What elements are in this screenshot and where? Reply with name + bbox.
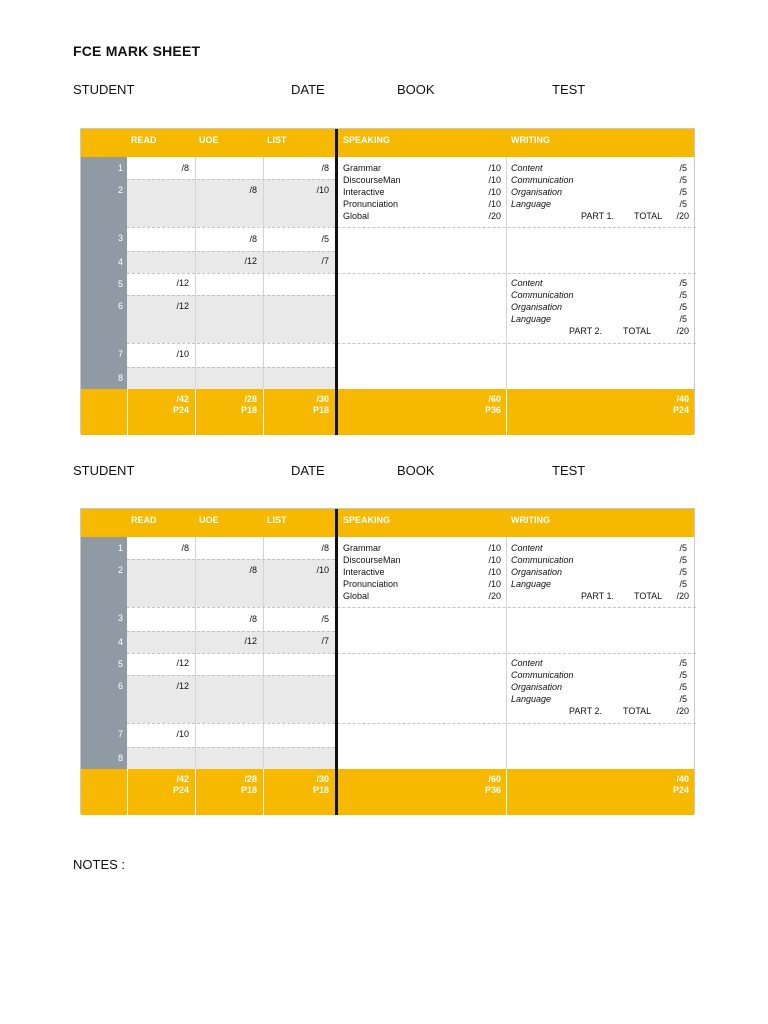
date-label: DATE — [291, 82, 325, 97]
row-divider — [127, 273, 696, 274]
writing-item-score: /5 — [679, 199, 687, 209]
list-total-pass: P18 — [312, 405, 329, 415]
writing-item-label: Communication — [511, 555, 574, 565]
student-info-line — [73, 82, 693, 102]
test-label: TEST — [552, 82, 586, 97]
totals-row — [81, 769, 694, 815]
header-writing: WRITING — [511, 135, 550, 145]
speaking-item-score: /20 — [488, 211, 501, 221]
writing-item-label: Language — [511, 314, 552, 324]
writing-total-max: /40 — [676, 394, 689, 404]
row-divider — [127, 295, 335, 296]
row-divider — [127, 631, 335, 632]
row-number-column — [81, 157, 127, 389]
speaking-total-max: /60 — [488, 774, 501, 784]
header-speaking: SPEAKING — [343, 135, 391, 145]
writing-item-label: Content — [511, 543, 543, 553]
writing-part2-label: PART 2. — [569, 326, 603, 336]
table-header-row — [81, 509, 694, 537]
mark-sheet-table — [80, 128, 695, 434]
header-writing: WRITING — [511, 515, 550, 525]
read-total-max: /42 — [176, 394, 189, 404]
row-divider — [127, 747, 335, 748]
uoe-score-r3: /8 — [249, 234, 257, 244]
column-divider — [127, 769, 128, 815]
writing-item-score: /5 — [679, 555, 687, 565]
writing-item-label: Organisation — [511, 187, 563, 197]
table-header-row — [81, 129, 694, 157]
list-score-r3: /5 — [321, 234, 329, 244]
page-title: FCE MARK SHEET — [73, 43, 201, 59]
row-divider — [127, 559, 335, 560]
column-divider — [506, 769, 507, 815]
writing-part2-total-label: TOTAL — [623, 326, 652, 336]
row-number: 7 — [117, 349, 123, 359]
list-score-r1: /8 — [321, 163, 329, 173]
speaking-item-label: Global — [343, 591, 370, 601]
writing-part1-total-label: TOTAL — [634, 211, 663, 221]
row-number: 8 — [117, 373, 123, 383]
row-number: 5 — [117, 279, 123, 289]
read-score-r6: /12 — [176, 301, 189, 311]
speaking-item-score: /10 — [488, 163, 501, 173]
uoe-score-r4: /12 — [244, 636, 257, 646]
writing-item-score: /5 — [679, 175, 687, 185]
notes-label: NOTES : — [73, 857, 126, 872]
uoe-score-r2: /8 — [249, 185, 257, 195]
header-speaking: SPEAKING — [343, 515, 391, 525]
writing-part1-label: PART 1. — [581, 211, 615, 221]
student-info-line — [73, 463, 693, 483]
row-number: 4 — [117, 637, 123, 647]
header-read: READ — [131, 135, 157, 145]
row-number: 1 — [117, 543, 123, 553]
read-total-pass: P24 — [172, 785, 189, 795]
row-divider — [127, 367, 335, 368]
read-score-r1: /8 — [181, 163, 189, 173]
writing-item-score: /5 — [679, 579, 687, 589]
row-divider — [127, 251, 335, 252]
header-list: LIST — [267, 515, 287, 525]
writing-part2-total-score: /20 — [676, 326, 689, 336]
speaking-item-label: DiscourseMan — [343, 175, 401, 185]
speaking-item-score: /10 — [488, 199, 501, 209]
writing-item-score: /5 — [679, 290, 687, 300]
writing-item-label: Organisation — [511, 682, 563, 692]
speaking-item-label: Interactive — [343, 567, 385, 577]
book-label: BOOK — [397, 463, 435, 478]
student-label: STUDENT — [73, 82, 135, 97]
writing-total-pass: P24 — [672, 785, 689, 795]
row-divider — [127, 227, 696, 228]
writing-item-label: Content — [511, 163, 543, 173]
writing-item-score: /5 — [679, 682, 687, 692]
writing-item-label: Communication — [511, 290, 574, 300]
writing-total-pass: P24 — [672, 405, 689, 415]
speaking-item-label: Pronunciation — [343, 579, 399, 589]
test-label: TEST — [552, 463, 586, 478]
header-uoe: UOE — [199, 515, 219, 525]
row-number: 2 — [117, 565, 123, 575]
list-score-r1: /8 — [321, 543, 329, 553]
speaking-item-score: /10 — [488, 543, 501, 553]
row-divider — [127, 343, 696, 344]
writing-item-label: Content — [511, 658, 543, 668]
writing-item-label: Communication — [511, 670, 574, 680]
column-divider — [127, 389, 128, 435]
shaded-row-8 — [127, 367, 335, 389]
writing-item-score: /5 — [679, 694, 687, 704]
shaded-row-8 — [127, 747, 335, 769]
list-total-pass: P18 — [312, 785, 329, 795]
list-score-r4: /7 — [321, 636, 329, 646]
shaded-row-6 — [195, 675, 335, 723]
shaded-row-6 — [195, 295, 335, 343]
speaking-total-max: /60 — [488, 394, 501, 404]
writing-item-label: Communication — [511, 175, 574, 185]
speaking-item-label: Global — [343, 211, 370, 221]
speaking-item-score: /10 — [488, 567, 501, 577]
header-uoe: UOE — [199, 135, 219, 145]
speaking-item-label: Pronunciation — [343, 199, 399, 209]
read-score-r5: /12 — [176, 658, 189, 668]
row-number: 4 — [117, 257, 123, 267]
writing-item-label: Language — [511, 579, 552, 589]
list-total-max: /30 — [316, 394, 329, 404]
writing-part1-total-score: /20 — [676, 211, 689, 221]
list-score-r3: /5 — [321, 614, 329, 624]
row-divider — [127, 179, 335, 180]
column-divider — [263, 389, 264, 435]
writing-item-score: /5 — [679, 187, 687, 197]
speaking-item-score: /10 — [488, 579, 501, 589]
header-read: READ — [131, 515, 157, 525]
writing-part1-label: PART 1. — [581, 591, 615, 601]
writing-part2-label: PART 2. — [569, 706, 603, 716]
uoe-total-pass: P18 — [240, 405, 257, 415]
row-number: 3 — [117, 613, 123, 623]
row-divider — [127, 675, 335, 676]
speaking-item-score: /10 — [488, 175, 501, 185]
read-score-r7: /10 — [176, 349, 189, 359]
writing-total-max: /40 — [676, 774, 689, 784]
speaking-total-pass: P36 — [484, 785, 501, 795]
speaking-item-label: Grammar — [343, 163, 381, 173]
section-divider — [335, 129, 338, 435]
uoe-score-r3: /8 — [249, 614, 257, 624]
writing-item-score: /5 — [679, 567, 687, 577]
writing-item-score: /5 — [679, 314, 687, 324]
list-score-r2: /10 — [316, 185, 329, 195]
totals-row — [81, 389, 694, 435]
read-score-r7: /10 — [176, 729, 189, 739]
read-score-r5: /12 — [176, 278, 189, 288]
writing-part2-total-label: TOTAL — [623, 706, 652, 716]
speaking-total-pass: P36 — [484, 405, 501, 415]
header-list: LIST — [267, 135, 287, 145]
speaking-item-score: /10 — [488, 555, 501, 565]
column-divider — [263, 769, 264, 815]
speaking-item-score: /20 — [488, 591, 501, 601]
writing-part1-total-label: TOTAL — [634, 591, 663, 601]
row-number: 7 — [117, 729, 123, 739]
writing-item-label: Organisation — [511, 567, 563, 577]
row-divider — [127, 607, 696, 608]
speaking-item-label: DiscourseMan — [343, 555, 401, 565]
list-score-r4: /7 — [321, 256, 329, 266]
row-divider — [127, 723, 696, 724]
mark-sheet-table — [80, 508, 695, 814]
uoe-total-max: /28 — [244, 774, 257, 784]
speaking-item-label: Grammar — [343, 543, 381, 553]
writing-item-score: /5 — [679, 278, 687, 288]
student-label: STUDENT — [73, 463, 135, 478]
list-score-r2: /10 — [316, 565, 329, 575]
writing-item-score: /5 — [679, 658, 687, 668]
row-number: 8 — [117, 753, 123, 763]
row-divider — [127, 653, 696, 654]
row-number-column — [81, 537, 127, 769]
row-number: 2 — [117, 185, 123, 195]
read-score-r6: /12 — [176, 681, 189, 691]
writing-item-label: Language — [511, 694, 552, 704]
read-score-r1: /8 — [181, 543, 189, 553]
writing-item-score: /5 — [679, 543, 687, 553]
list-total-max: /30 — [316, 774, 329, 784]
writing-part1-total-score: /20 — [676, 591, 689, 601]
column-divider — [195, 769, 196, 815]
writing-item-score: /5 — [679, 670, 687, 680]
column-divider — [506, 389, 507, 435]
row-number: 1 — [117, 163, 123, 173]
writing-part2-total-score: /20 — [676, 706, 689, 716]
uoe-total-pass: P18 — [240, 785, 257, 795]
read-total-max: /42 — [176, 774, 189, 784]
column-divider — [195, 389, 196, 435]
read-total-pass: P24 — [172, 405, 189, 415]
row-number: 6 — [117, 681, 123, 691]
speaking-item-label: Interactive — [343, 187, 385, 197]
date-label: DATE — [291, 463, 325, 478]
book-label: BOOK — [397, 82, 435, 97]
uoe-total-max: /28 — [244, 394, 257, 404]
row-number: 3 — [117, 233, 123, 243]
uoe-score-r2: /8 — [249, 565, 257, 575]
uoe-score-r4: /12 — [244, 256, 257, 266]
writing-item-label: Organisation — [511, 302, 563, 312]
row-number: 5 — [117, 659, 123, 669]
writing-item-label: Language — [511, 199, 552, 209]
writing-item-score: /5 — [679, 163, 687, 173]
writing-item-score: /5 — [679, 302, 687, 312]
writing-item-label: Content — [511, 278, 543, 288]
row-number: 6 — [117, 301, 123, 311]
section-divider — [335, 509, 338, 815]
speaking-item-score: /10 — [488, 187, 501, 197]
